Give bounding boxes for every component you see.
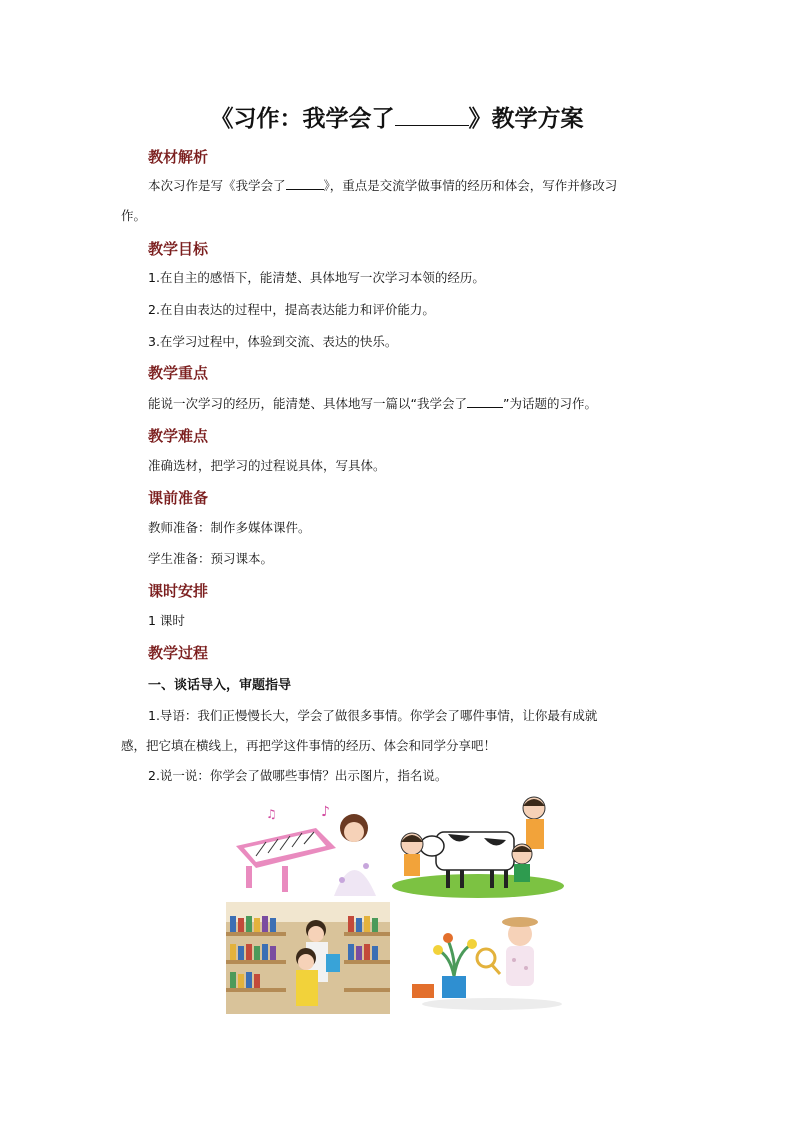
page-title: [0, 100, 794, 133]
prep-student: 学生准备：预习课本。: [148, 551, 274, 566]
title-blank: [395, 125, 469, 126]
heading-process: 教学过程: [148, 644, 209, 662]
goal-item-1: 1.在自主的感悟下，能清楚、具体地写一次学习本领的经历。: [148, 270, 485, 285]
title-prefix: 《习作：我学会了: [210, 105, 395, 132]
goal-item-2: 2.在自由表达的过程中，提高表达能力和评价能力。: [148, 302, 435, 317]
analysis-text: [148, 176, 678, 196]
analysis-blank: [286, 189, 324, 190]
piano-girl-image: [226, 796, 386, 900]
analysis-text-a: 本次习作是写《我学会了: [148, 178, 286, 193]
heading-difficulty: 教学难点: [148, 427, 209, 445]
key-text-b: ”为话题的习作。: [502, 396, 597, 411]
cow-kids-image: [388, 792, 568, 900]
svg-text:♫: ♫: [266, 807, 277, 821]
difficulty-text: 准确选材，把学习的过程说具体，写具体。: [148, 458, 386, 473]
svg-text:♪: ♪: [321, 804, 330, 820]
heading-schedule: 课时安排: [148, 582, 209, 600]
goal-item-3: 3.在学习过程中，体验到交流、表达的快乐。: [148, 334, 398, 349]
title-suffix: 》教学方案: [468, 105, 584, 132]
heading-goals: 教学目标: [148, 240, 209, 258]
analysis-text-b: 》，重点是交流学做事情的经历和体会，写作并修改习: [323, 178, 618, 193]
process-item-2: 2.说一说：你学会了做哪些事情？出示图片，指名说。: [148, 768, 448, 783]
library-image: [226, 902, 390, 1014]
heading-analysis: 教材解析: [148, 148, 209, 166]
prep-teacher: 教师准备：制作多媒体课件。: [148, 520, 311, 535]
plant-girl-image: [402, 910, 566, 1014]
process-item-1-cont: 感，把它填在横线上，再把学这件事情的经历、体会和同学分享吧！: [121, 738, 497, 753]
process-item-1: 1.导语：我们正慢慢长大，学会了做很多事情。你学会了哪件事情，让你最有成就: [148, 708, 598, 723]
process-subheading-1: 一、谈话导入，审题指导: [148, 678, 292, 693]
schedule-text: 1 课时: [148, 613, 185, 628]
heading-key: 教学重点: [148, 364, 209, 382]
illustration-collage: [226, 796, 566, 1014]
analysis-text-cont: 作。: [121, 208, 147, 223]
key-text: [148, 394, 678, 414]
heading-prep: 课前准备: [148, 489, 209, 507]
key-blank: [467, 407, 503, 408]
key-text-a: 能说一次学习的经历，能清楚、具体地写一篇以“我学会了: [148, 396, 467, 411]
